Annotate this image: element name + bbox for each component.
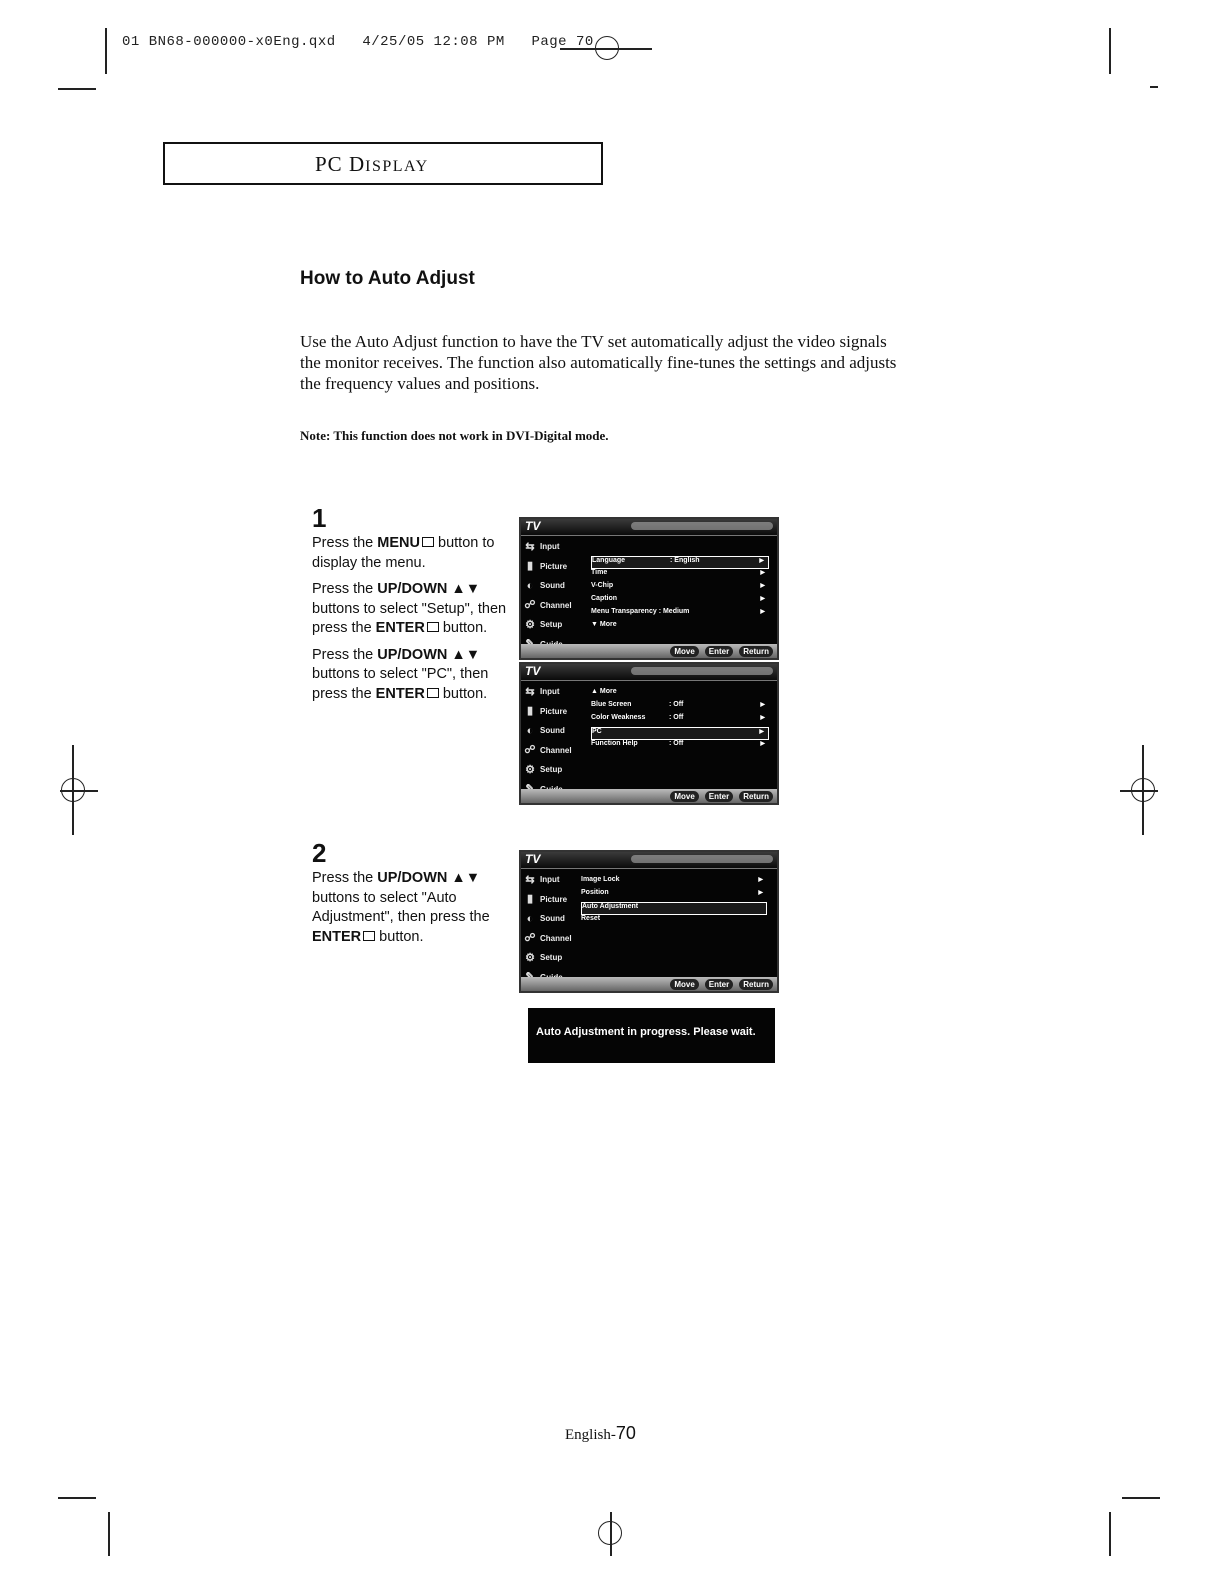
sound-icon: ◐ — [526, 724, 534, 737]
crop-mark — [58, 88, 96, 90]
osd-item-language: Language : English ▶ — [591, 556, 769, 569]
section-title: PC DISPLAY — [315, 152, 429, 176]
enter-button-icon — [427, 622, 439, 632]
osd-item-function-help: Function Help : Off ▶ — [591, 740, 765, 747]
crop-mark — [1109, 28, 1111, 74]
osd-footer: Move Enter Return — [521, 789, 777, 803]
channel-icon: ☍ — [524, 599, 536, 612]
print-slug: 01 BN68-000000-x0Eng.qxd 4/25/05 12:08 PM Page 70 — [122, 34, 594, 50]
osd-side-setup: ⚙ Setup — [523, 948, 581, 968]
osd-item-more: ▼ More — [591, 621, 617, 628]
crop-mark — [60, 790, 98, 792]
osd-side-input: ⇆ Input — [523, 870, 581, 890]
osd-header: TV — [521, 852, 777, 869]
crop-mark — [105, 28, 107, 74]
step-2-instructions: Press the UP/DOWN ▲▼ buttons to select "Auto Adjustment", then press the ENTER button. — [312, 870, 490, 945]
osd-item-pc: PC ▶ — [591, 727, 769, 740]
osd-menu-list — [591, 556, 769, 634]
page-heading: How to Auto Adjust — [300, 268, 475, 289]
menu-button-icon — [422, 537, 434, 547]
osd-sidebar — [523, 537, 581, 654]
step-number-2: 2 — [312, 838, 327, 868]
osd-side-sound: ◐ Sound — [523, 721, 581, 741]
osd-item-caption: Caption ▶ — [591, 595, 765, 602]
osd-sidebar — [523, 870, 581, 987]
input-icon: ⇆ — [525, 873, 535, 886]
step-number-1: 1 — [312, 503, 327, 533]
osd-header: TV — [521, 519, 777, 536]
osd-item-more-up: ▲ More — [591, 688, 617, 695]
sound-icon: ◐ — [526, 912, 534, 925]
crop-mark — [1122, 1497, 1160, 1499]
crop-mark — [1150, 86, 1158, 88]
osd-footer: Move Enter Return — [521, 977, 777, 991]
osd-menu-list — [591, 688, 769, 753]
osd-item-image-lock: Image Lock ▶ — [581, 876, 763, 883]
tv-osd-pc-menu — [519, 850, 779, 993]
osd-item-color-weakness: Color Weakness : Off ▶ — [591, 714, 765, 721]
osd-item-time: Time ▶ — [591, 569, 765, 576]
picture-icon: ▮ — [526, 893, 534, 906]
step-1-instructions: Press the MENU button to display the menu. Press the UP/DOWN ▲▼ buttons to select "Setup", then press the ENTER button. Press the UP/DOWN ▲▼ buttons to select "PC", then press the ENTER button. — [312, 535, 507, 702]
osd-side-setup: ⚙ Setup — [523, 760, 581, 780]
enter-button-icon — [363, 931, 375, 941]
picture-icon: ▮ — [526, 560, 534, 573]
input-icon: ⇆ — [525, 540, 535, 553]
page-number: English-70 — [565, 1423, 636, 1443]
osd-side-sound: ◐ Sound — [523, 576, 581, 596]
crop-mark — [610, 1512, 612, 1556]
enter-button-icon — [427, 688, 439, 698]
osd-side-picture: ▮ Picture — [523, 557, 581, 577]
osd-item-vchip: V-Chip ▶ — [591, 582, 765, 589]
osd-side-setup: ⚙ Setup — [523, 615, 581, 635]
osd-item-position: Position ▶ — [581, 889, 763, 896]
crop-mark — [1120, 790, 1158, 792]
osd-side-input: ⇆ Input — [523, 537, 581, 557]
osd-item-reset: Reset — [581, 915, 601, 922]
crop-mark — [108, 1512, 110, 1556]
tv-osd-setup-menu — [519, 517, 779, 660]
osd-side-picture: ▮ Picture — [523, 890, 581, 910]
registration-mark — [595, 36, 619, 60]
intro-paragraph: Use the Auto Adjust function to have the TV set automatically adjust the video signals the monitor receives. The function also automatically fine-tunes the settings and adjusts the frequency values and positions. — [300, 332, 897, 393]
osd-footer: Move Enter Return — [521, 644, 777, 658]
section-header — [163, 142, 603, 185]
osd-side-channel: ☍ Channel — [524, 599, 572, 612]
progress-message: Auto Adjustment in progress. Please wait. — [536, 1026, 756, 1038]
crop-mark — [58, 1497, 96, 1499]
crop-mark — [1109, 1512, 1111, 1556]
auto-adjust-progress-screen — [528, 1008, 775, 1063]
osd-menu-list — [581, 876, 767, 928]
channel-icon: ☍ — [524, 932, 536, 945]
osd-item-auto-adjustment: Auto Adjustment — [581, 902, 767, 915]
setup-icon: ⚙ — [525, 618, 535, 631]
sound-icon: ◐ — [526, 579, 534, 592]
input-icon: ⇆ — [525, 685, 535, 698]
osd-item-blue-screen: Blue Screen : Off ▶ — [591, 701, 765, 708]
osd-side-channel: ☍ Channel — [524, 744, 572, 757]
osd-side-picture: ▮ Picture — [523, 702, 581, 722]
osd-side-sound: ◐ Sound — [523, 909, 581, 929]
osd-header: TV — [521, 664, 777, 681]
tv-osd-setup-more-menu — [519, 662, 779, 805]
osd-side-input: ⇆ Input — [523, 682, 581, 702]
osd-side-channel: ☍ Channel — [524, 932, 572, 945]
osd-sidebar — [523, 682, 581, 799]
setup-icon: ⚙ — [525, 951, 535, 964]
note-text: Note: This function does not work in DVI-Digital mode. — [300, 428, 609, 443]
channel-icon: ☍ — [524, 744, 536, 757]
picture-icon: ▮ — [526, 705, 534, 718]
osd-item-menu-transparency: Menu Transparency : Medium ▶ — [591, 608, 765, 615]
setup-icon: ⚙ — [525, 763, 535, 776]
